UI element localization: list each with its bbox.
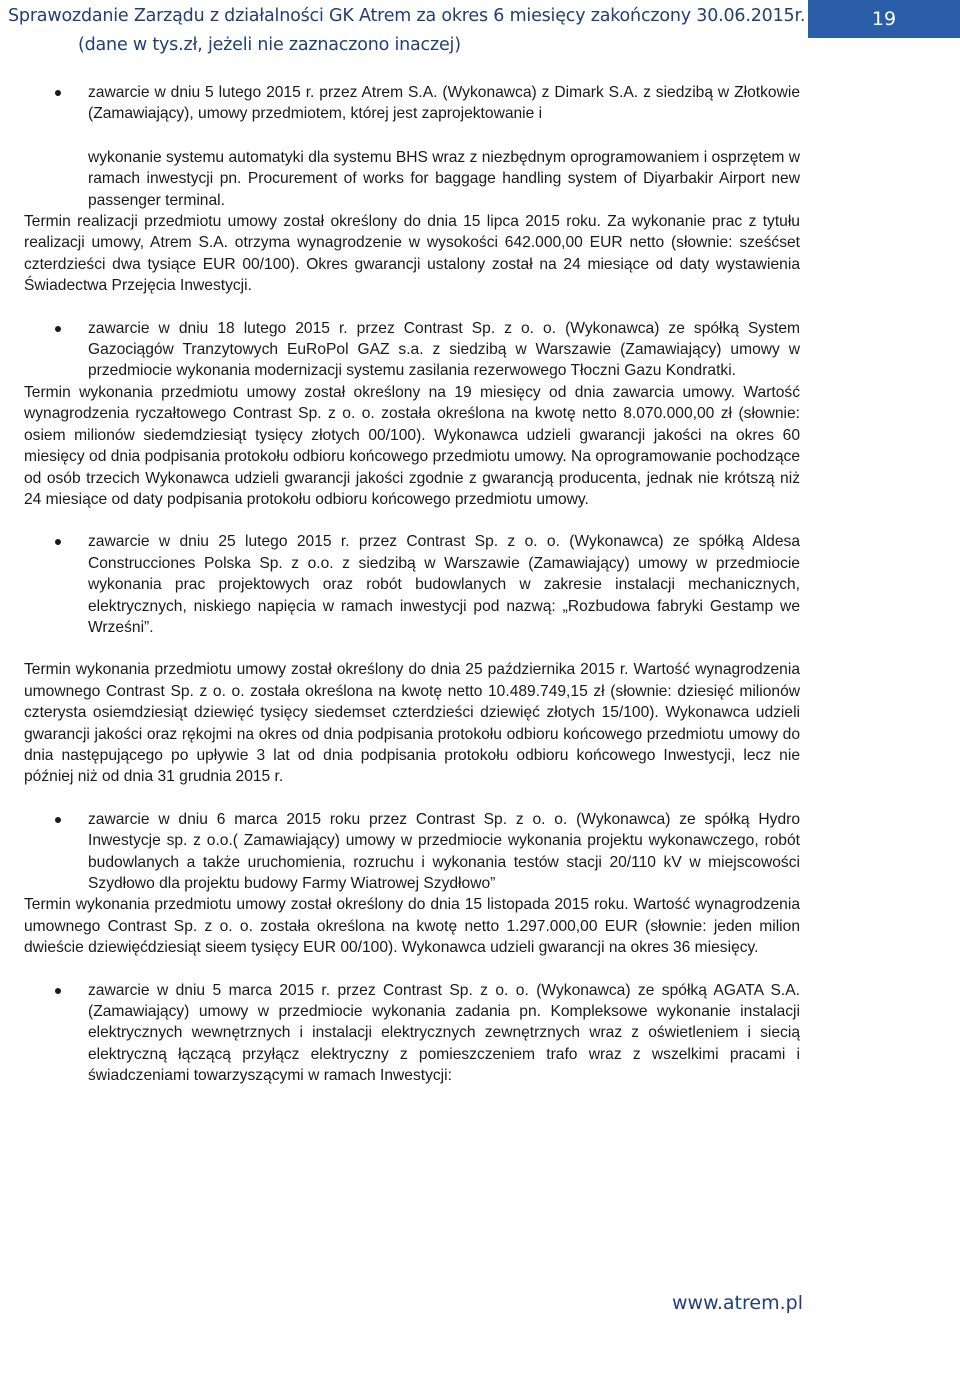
paragraph-hydro-terms: Termin wykonania przedmiotu umowy został określony do dnia 15 listopada 2015 roku. Wartość wynagrodzenia umownego Contrast Sp. z o. o. została określona na kwotę netto 1.297.000,00 EUR (słownie: jeden milion dwieście dziewięćdziesiąt sieem tysięcy EUR 00/100). Wykonawca udzieli gwarancji na okres 36 miesięcy. xyxy=(24,896,800,957)
page-number: 19 xyxy=(808,0,960,38)
bullet-agata-contract: zawarcie w dniu 5 marca 2015 r. przez Contrast Sp. z o. o. (Wykonawca) ze spółką AGATA S.A. (Zamawiający) umowy w przedmiocie wykonania zadania pn. Kompleksowe wykonanie instalacji elektrycznych wewnętrznych i instalacji elektrycznych zewnętrznych wraz z oświetleniem i siecią elektryczną łączącą przyłącz elektryczny z pomieszczeniem trafo wraz z wszelkimi pracami i świadczeniami towarzyszącymi w ramach Inwestycji: xyxy=(24,980,800,1087)
bullet-europol-contract: zawarcie w dniu 18 lutego 2015 r. przez Contrast Sp. z o. o. (Wykonawca) ze spółką System Gazociągów Tranzytowych EuRoPol GAZ s.a. z siedzibą w Warszawie (Zamawiający) umowy w przedmiocie wykonania modernizacji systemu zasilania rezerwowego Tłoczni Gazu Kondratki. xyxy=(24,318,800,382)
paragraph-dimark-terms: Termin realizacji przedmiotu umowy został określony do dnia 15 lipca 2015 roku. Za wykonanie prac z tytułu realizacji umowy, Atrem S.A. otrzyma wynagrodzenie w wysokości 642.000,00 EUR netto (słownie: sześćset czterdzieści dwa tysiące EUR 00/100). Okres gwarancji ustalony został na 24 miesiące od daty wystawienia Świadectwa Przejęcia Inwestycji. xyxy=(24,213,800,295)
report-subtitle: (dane w tys.zł, jeżeli nie zaznaczono inaczej) xyxy=(78,35,461,55)
paragraph-europol-terms: Termin wykonania przedmiotu umowy został określony na 19 miesięcy od dnia zawarcia umowy. Wartość wynagrodzenia ryczałtowego Contrast Sp. z o. o. została określona na kwotę netto 8.070.000,00 zł (słownie: osiem milionów siedemdziesiąt tysięcy złotych 00/100). Wykonawca udzieli gwarancji jakości na okres 60 miesięcy od dnia podpisania protokołu odbioru końcowego przedmiotu umowy. Na oprogramowanie pochodzące od osób trzecich Wykonawca udzieli gwarancji jakości zgodnie z gwarancją producenta, jednak nie krótszą niż 24 miesiące od daty podpisania protokołu odbioru końcowego przedmiotu umowy. xyxy=(24,383,800,508)
bullet-aldesa-contract: zawarcie w dniu 25 lutego 2015 r. przez Contrast Sp. z o. o. (Wykonawca) ze spółką Aldesa Construcciones Polska Sp. z o.o. z siedzibą w Warszawie (Zamawiający) umowy w przedmiocie wykonania prac projektowych oraz robót budowlanych w zakresie instalacji mechanicznych, elektrycznych, niskiego napięcia w ramach inwestycji pod nazwą: „Rozbudowa fabryki Gestamp we Wrześni”. xyxy=(24,531,800,638)
page-header xyxy=(0,0,960,62)
bullet-dimark-contract-continued: wykonanie systemu automatyki dla systemu BHS wraz z niezbędnym oprogramowaniem i osprzętem w ramach inwestycji pn. Procurement of works for baggage handling system of Diyarbakir Airport new passenger terminal. xyxy=(88,148,800,209)
bullet-dimark-contract: zawarcie w dniu 5 lutego 2015 r. przez Atrem S.A. (Wykonawca) z Dimark S.A. z siedzibą w Złotkowie (Zamawiający), umowy przedmiotem, której jest zaprojektowanie i xyxy=(24,82,800,125)
footer-website-link[interactable]: www.atrem.pl xyxy=(672,1292,803,1314)
paragraph-aldesa-terms: Termin wykonania przedmiotu umowy został określony do dnia 25 października 2015 r. Wartość wynagrodzenia umownego Contrast Sp. z o. o. została określona na kwotę netto 10.489.749,15 zł (słownie: dziesięć milionów czterysta osiemdziesiąt dziewięć tysięcy siedemset czterdzieści dziewięć złotych 15/100). Wykonawca udzieli gwarancji jakości oraz rękojmi na okres od dnia podpisania protokołu odbioru końcowego przedmiotu umowy do dnia następującego po upływie 3 lat od dnia podpisania protokołu odbioru końcowego Inwestycji, lecz nie później niż od dnia 31 grudnia 2015 r. xyxy=(24,661,800,786)
report-title: Sprawozdanie Zarządu z działalności GK Atrem za okres 6 miesięcy zakończony 30.06.2015r. xyxy=(8,6,806,26)
bullet-hydro-contract: zawarcie w dniu 6 marca 2015 roku przez Contrast Sp. z o. o. (Wykonawca) ze spółką Hydro Inwestycje sp. z o.o.( Zamawiający) umowy w przedmiocie wykonania projektu wykonawczego, robót budowlanych a także uruchomienia, rozruchu i wykonania testów stacji 20/110 kV w miejscowości Szydłowo dla projektu budowy Farmy Wiatrowej Szydłowo” xyxy=(24,809,800,895)
document-body xyxy=(24,82,800,1087)
